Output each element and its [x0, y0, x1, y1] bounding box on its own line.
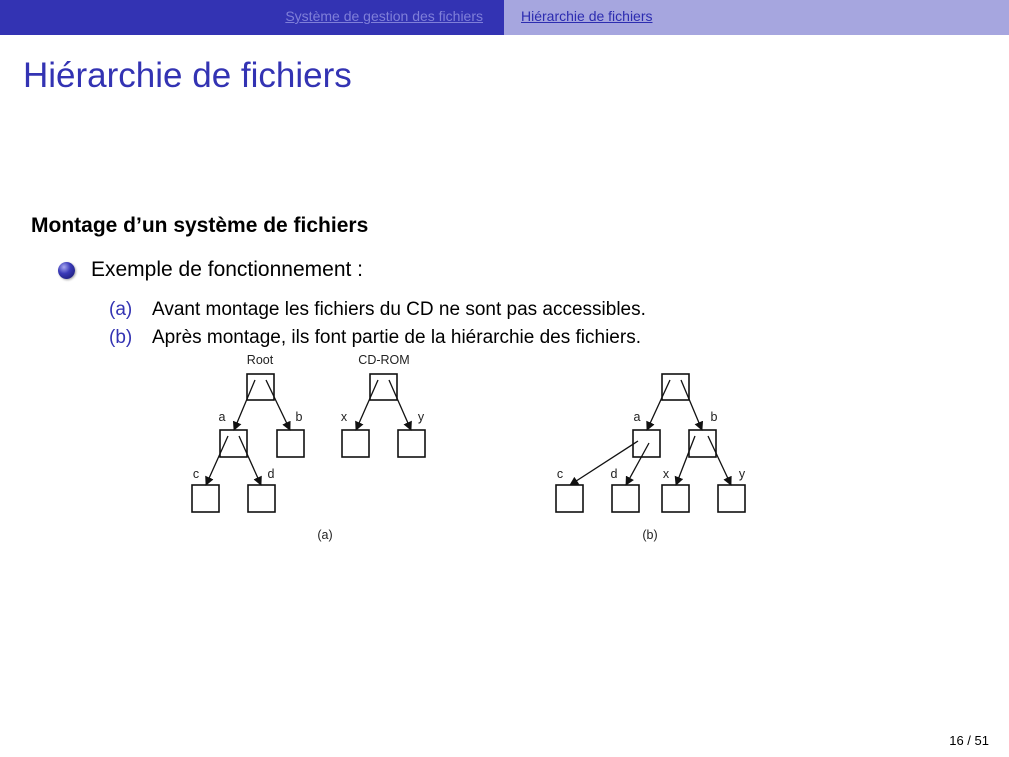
caption-a: (a)	[317, 528, 333, 542]
label-a-a: a	[218, 410, 226, 424]
sub-item-text-b: Après montage, ils font partie de la hiérarchie des fichiers.	[152, 327, 641, 348]
frame-title: Hiérarchie de fichiers	[23, 56, 352, 95]
nav-link-section[interactable]: Système de gestion des fichiers	[285, 8, 483, 24]
mount-diagram	[180, 345, 760, 550]
caption-b: (b)	[642, 528, 658, 542]
nav-link-subsection[interactable]: Hiérarchie de fichiers	[521, 8, 653, 24]
label-a-x: x	[340, 410, 348, 424]
nav-bar-section	[0, 0, 504, 35]
diagram-a	[192, 374, 425, 512]
label-b-x: x	[662, 467, 670, 481]
label-cdrom: CD-ROM	[358, 353, 410, 367]
sub-item-label-b: (b)	[109, 327, 133, 348]
sub-item-text-a: Avant montage les fichiers du CD ne sont pas accessibles.	[152, 299, 646, 320]
label-a-c: c	[192, 467, 200, 481]
label-b-d: d	[610, 467, 618, 481]
label-a-b: b	[295, 410, 303, 424]
page-number: 16 / 51	[949, 733, 989, 748]
diagram-b	[556, 374, 745, 512]
block-title: Montage d’un système de fichiers	[31, 214, 369, 237]
label-a-y: y	[417, 410, 425, 424]
nav-bar-subsection	[504, 0, 1009, 35]
bullet-icon	[58, 262, 75, 279]
label-a-d: d	[267, 467, 275, 481]
sub-item-label-a: (a)	[109, 299, 133, 320]
label-root: Root	[246, 353, 274, 367]
label-b-b: b	[710, 410, 718, 424]
list-item: Exemple de fonctionnement :	[91, 258, 363, 281]
label-b-y: y	[738, 467, 746, 481]
label-b-c: c	[556, 467, 564, 481]
label-b-a: a	[633, 410, 641, 424]
